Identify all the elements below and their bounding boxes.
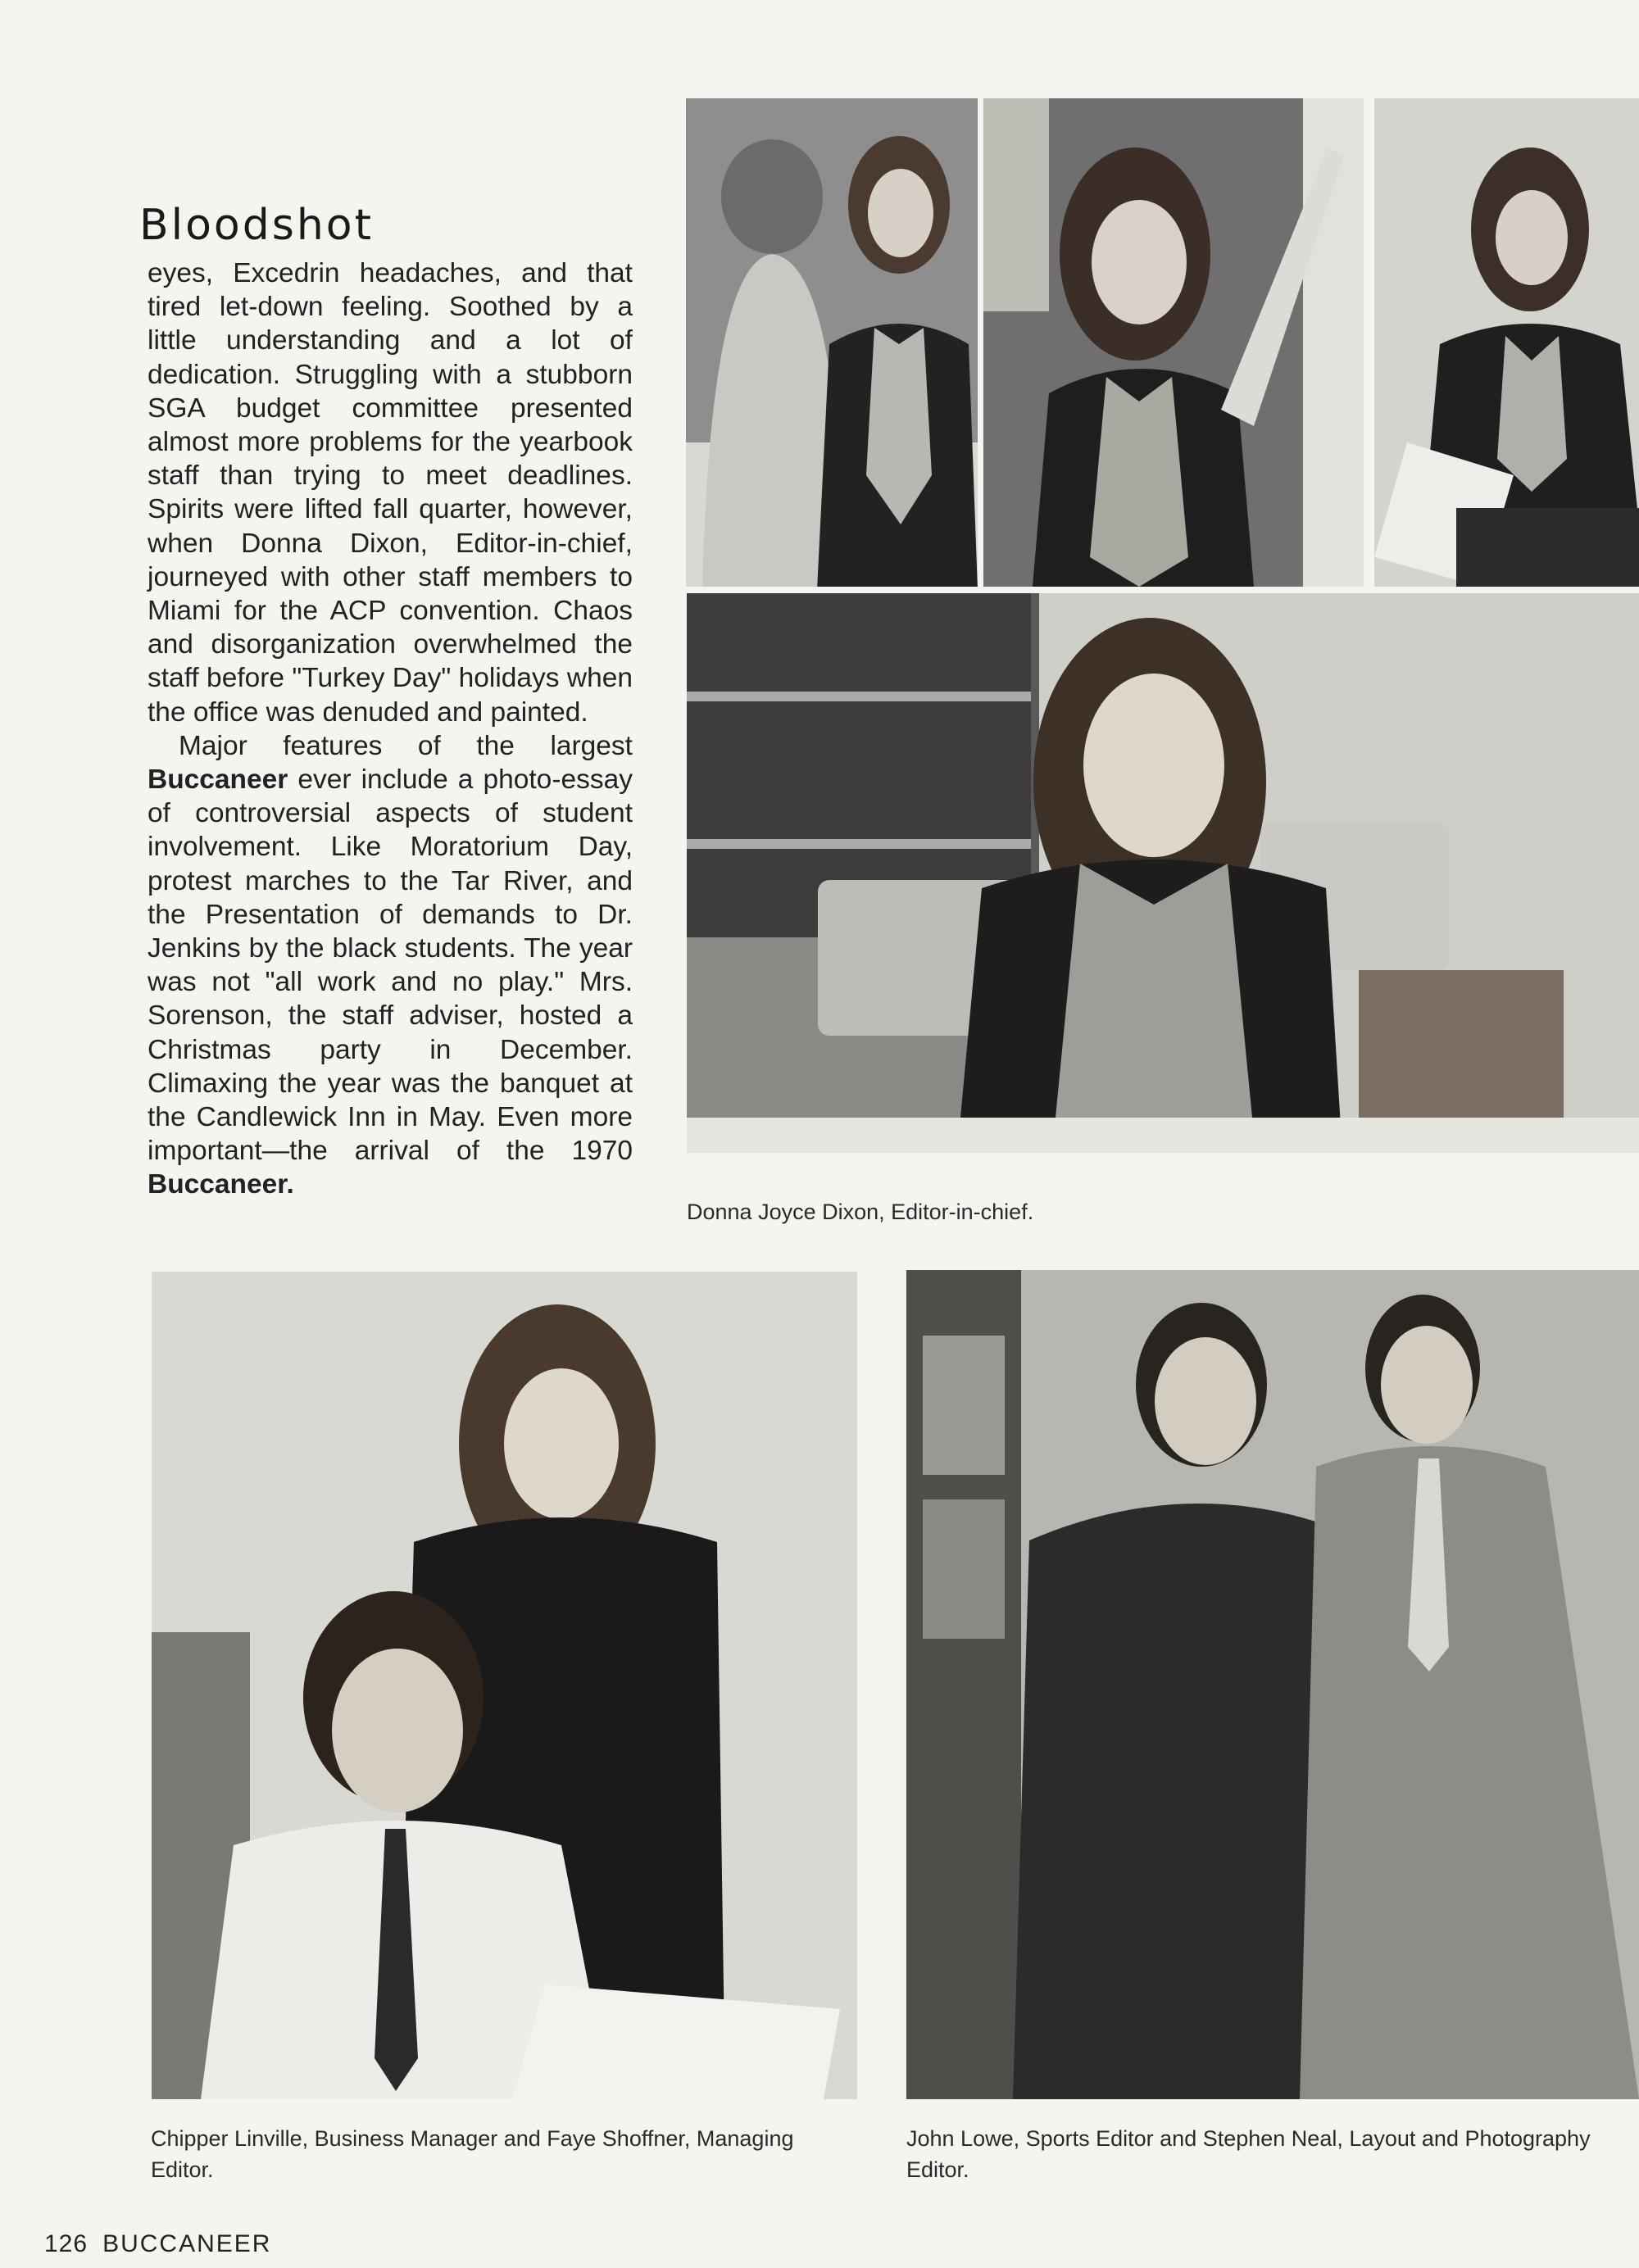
article-paragraph-1: eyes, Excedrin headaches, and that tired let-down feeling. Soothed by a little understanding and a lot of dedication. Struggling with a stubborn SGA budget committee presented almost more problems for the yearbook staff than trying to meet deadlines. Spirits were lifted fall quarter, however, when Donna Dixon, Editor-in-chief, journeyed with other staff members to Miami for the ACP convention. Chaos and disorganization overwhelmed the staff before "Turkey Day" holidays when the office was denuded and painted. — [148, 258, 633, 728]
photo-staffer-at-bulletin-board — [983, 98, 1364, 587]
paragraph-2-start: Major features of the largest — [179, 730, 633, 761]
article-paragraph-2 — [148, 729, 633, 1202]
caption-editor: Donna Joyce Dixon, Editor-in-chief. — [687, 1200, 1034, 1224]
caption-business-manager: Chipper Linville, Business Manager and Faye Shoffner, Managing Editor. — [151, 2126, 794, 2182]
article-heading: Bloodshot — [139, 201, 375, 250]
photo-editor-at-typewriter — [687, 593, 1639, 1153]
buccaneer-mention: Buccaneer — [148, 764, 288, 796]
paragraph-2-middle: ever include a photo-essay of controversial aspects of student involvement. Like Moratorium Day, protest marches to the Tar River, and the Presentation of demands to Dr. Jenkins by the black students. The year was not "all work and no play." Mrs. Sorenson, the staff adviser, hosted a Christmas party in December. Climaxing the year was the banquet at the Candlewick Inn in May. Even more important—the arrival of the 1970 — [148, 764, 633, 1167]
page-footer — [44, 2230, 271, 2258]
photo-two-staffers-at-desk — [686, 98, 978, 587]
photo-staffer-reading-papers — [1374, 98, 1639, 587]
photo-business-and-managing-editors — [152, 1272, 857, 2099]
page-number: 126 — [44, 2230, 89, 2257]
caption-sports-editor: John Lowe, Sports Editor and Stephen Neal, Layout and Photography Editor. — [906, 2126, 1591, 2182]
publication-name: BUCCANEER — [102, 2230, 272, 2257]
article-body — [148, 256, 633, 1202]
photo-sports-and-photography-editors — [906, 1270, 1639, 2099]
buccaneer-mention-end: Buccaneer. — [148, 1169, 294, 1200]
